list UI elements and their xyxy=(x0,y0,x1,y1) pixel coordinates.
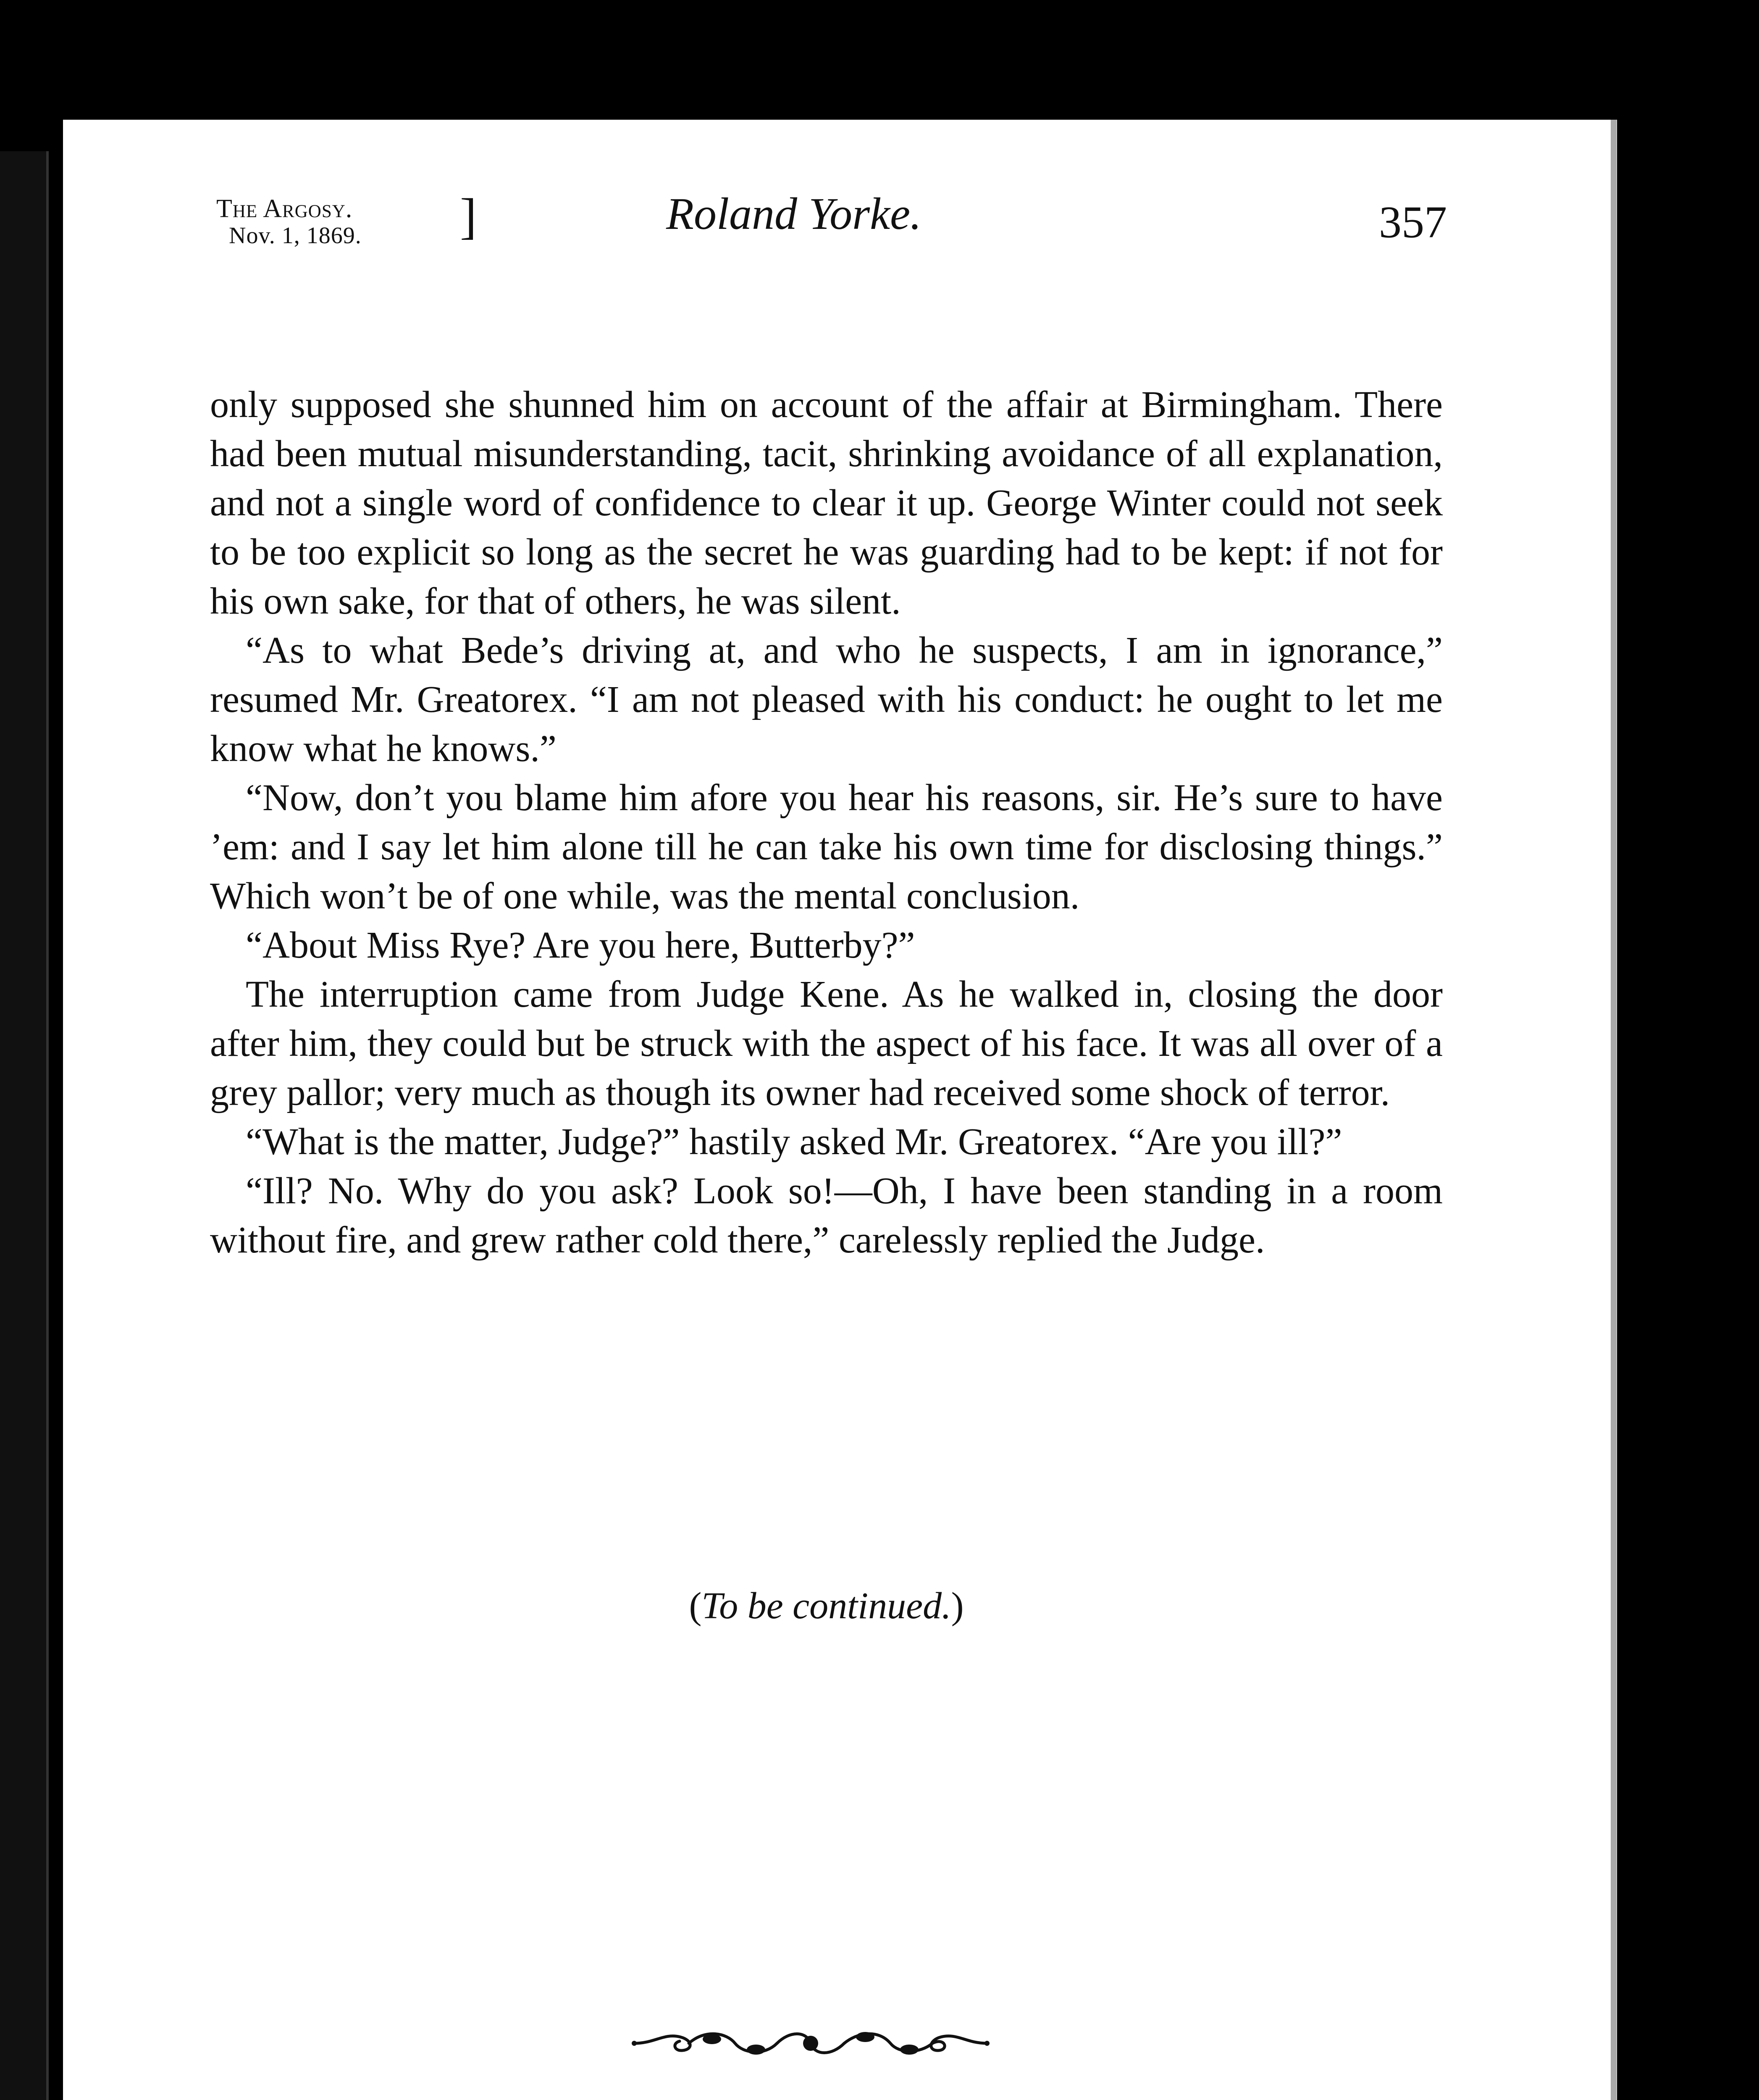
paragraph: “About Miss Rye? Are you here, Butterby?” xyxy=(246,924,915,966)
paragraph: “Now, don’t you blame him afore you hear his reasons, sir. He’s sure to have ’em: and I say let him alone till he can take his own time for disclosing things.” Which won’t be of one while, was the mental conclusion. xyxy=(210,777,1443,917)
paren-open: ( xyxy=(689,1585,702,1627)
running-head xyxy=(141,187,1447,288)
citation-bracket: ] xyxy=(460,188,477,244)
journal-date: Nov. 1, 1869. xyxy=(229,223,362,249)
paren-close: ) xyxy=(951,1585,964,1627)
paragraph: “What is the matter, Judge?” hastily asked Mr. Greatorex. “Are you ill?” xyxy=(246,1121,1342,1163)
running-title: Roland Yorke. xyxy=(666,189,922,239)
continued-text: To be continued. xyxy=(701,1585,951,1627)
to-be-continued-note xyxy=(210,1581,1443,1630)
page-number: 357 xyxy=(1379,197,1447,247)
fleuron-ornament-icon xyxy=(630,2020,991,2066)
paragraph: The interruption came from Judge Kene. As he walked in, closing the door after him, they could but be struck with the aspect of his face. It was all over of a grey pallor; very much as though its owner had received some shock of terror. xyxy=(210,974,1443,1113)
paragraph: only supposed she shunned him on account of the affair at Birmingham. There had been mutual misunderstanding, tacit, shrinking avoidance of all explanation, and not a single word of confidence to clear it up. George Winter could not seek to be too explicit so long as the secret he was guarding had to be kept: if not for his own sake, for that of others, he was silent. xyxy=(210,384,1443,622)
paragraph: “Ill? No. Why do you ask? Look so!—Oh, I have been standing in a room without fire, and grew rather cold there,” carelessly replied the Judge. xyxy=(210,1170,1443,1261)
body-text xyxy=(210,380,1443,1265)
scan-left-border xyxy=(0,0,63,2100)
facing-page-edge xyxy=(0,151,49,2100)
page-edge-shadow xyxy=(1611,120,1617,2100)
journal-name: The Argosy. xyxy=(216,194,353,223)
paragraph: “As to what Bede’s driving at, and who he suspects, I am in ignorance,” resumed Mr. Greatorex. “I am not pleased with his conduct: he ought to let me know what he knows.” xyxy=(210,630,1443,769)
